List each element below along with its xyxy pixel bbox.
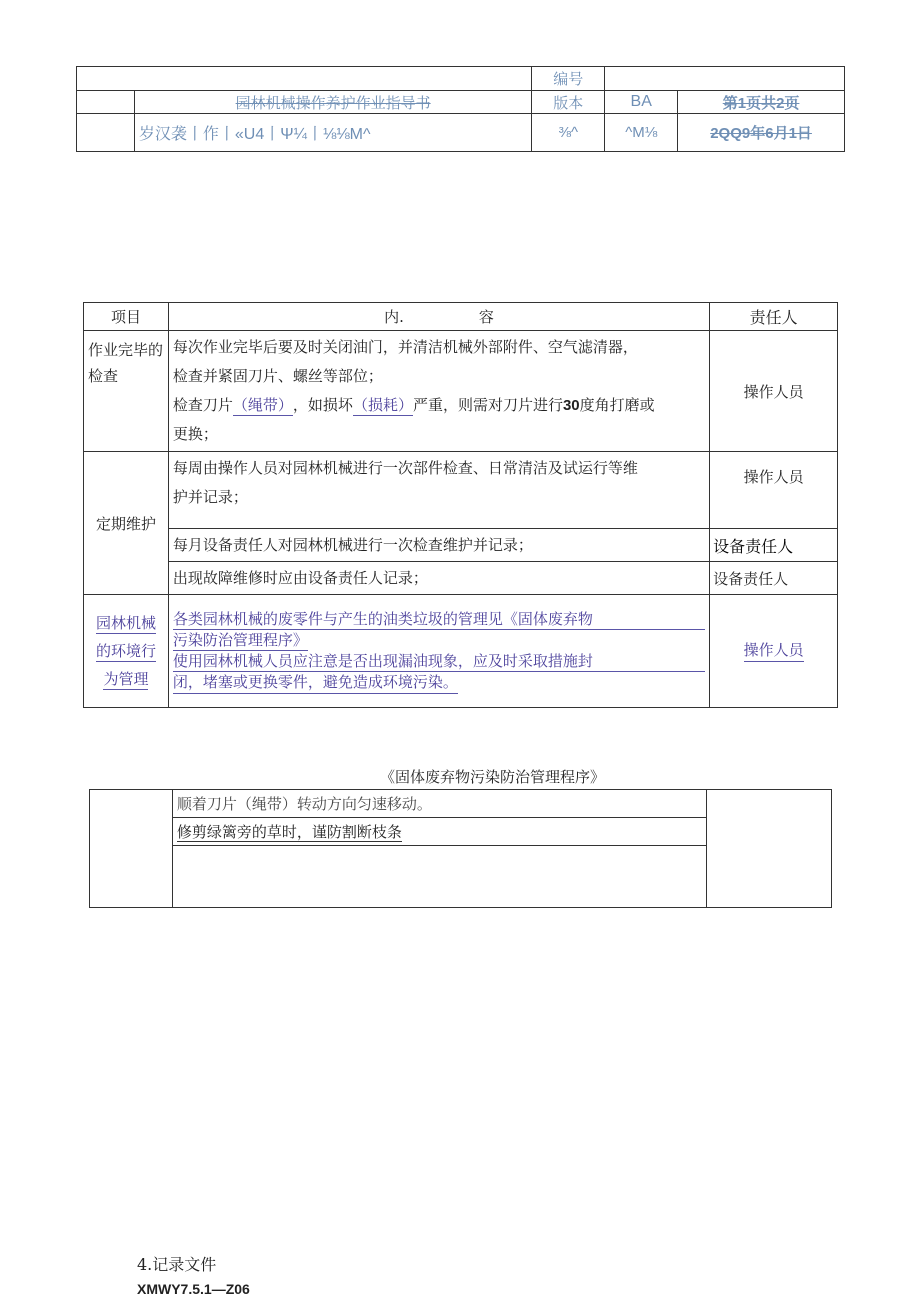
item-environmental-management: 园林机械 的环境行 为管理 bbox=[84, 595, 169, 708]
doc-title: 园林机械操作养护作业指导书 bbox=[134, 91, 531, 114]
code-label: 编号 bbox=[532, 67, 605, 91]
header-side-cell-2 bbox=[77, 114, 135, 152]
record-code: XMWY7.5.1—Z06 bbox=[137, 1281, 250, 1297]
effective-date: 2QQ9年6月1日 bbox=[678, 114, 845, 152]
version-label: 版本 bbox=[532, 91, 605, 114]
col-header-item: 项目 bbox=[84, 303, 169, 331]
operation-blank bbox=[172, 846, 706, 908]
person-weekly-check: 操作人员 bbox=[710, 452, 838, 529]
maintenance-table bbox=[83, 302, 838, 708]
floating-reference: 《固体废弃物污染防治管理程序》 bbox=[380, 768, 606, 786]
item-periodic-maintenance: 定期维护 bbox=[84, 452, 169, 595]
garbled-value: ^M⅛ bbox=[605, 114, 678, 152]
person-completion-check: 操作人员 bbox=[710, 331, 838, 452]
content-line: 检查刀片（绳带），如损坏（损耗）严重，则需对刀片进行30度角打磨或 bbox=[173, 391, 705, 420]
person-environmental-management: 操作人员 bbox=[710, 595, 838, 708]
content-completion-check bbox=[168, 331, 709, 452]
version-value: BA bbox=[605, 91, 678, 114]
person-fault-record: 设备责任人 bbox=[710, 562, 838, 595]
garbled-approval-text: 岁汉袭丨作丨«U4丨Ψ¼丨⅛⅛M^ bbox=[134, 114, 531, 152]
operation-table bbox=[89, 789, 832, 908]
content-line: 检查并紧固刀片、螺丝等部位； bbox=[172, 367, 383, 385]
header-table bbox=[76, 66, 845, 152]
header-blank bbox=[77, 67, 532, 91]
col-header-content: 内. 容 bbox=[168, 303, 709, 331]
header-side-cell bbox=[77, 91, 135, 114]
content-fault-record: 出现故障维修时应由设备责任人记录； bbox=[168, 562, 709, 595]
page-info: 第1页共2页 bbox=[678, 91, 845, 114]
operation-line-2: 修剪绿篱旁的草时，谨防割断枝条 bbox=[172, 818, 706, 846]
col-header-person: 责任人 bbox=[710, 303, 838, 331]
content-monthly-check: 每月设备责任人对园林机械进行一次检查维护并记录； bbox=[168, 529, 709, 562]
code-value bbox=[605, 67, 845, 91]
operation-item-cell bbox=[90, 790, 173, 908]
operation-person-cell bbox=[707, 790, 832, 908]
record-section-title: 4.记录文件 bbox=[137, 1255, 217, 1274]
item-completion-check: 作业完毕的检查 bbox=[84, 331, 169, 452]
content-environmental-management: 各类园林机械的废零件与产生的油类垃圾的管理见《固体废弃物 污染防治管理程序》 使用园林机械人员应注意是否出现漏油现象，应及时采取措施封 闭，堵塞或更换零件，避免造成环境污染。 bbox=[168, 595, 709, 708]
operation-line-1: 顺着刀片（绳带）转动方向匀速移动。 bbox=[172, 790, 706, 818]
person-monthly-check: 设备责任人 bbox=[710, 529, 838, 562]
content-line: 更换； bbox=[172, 425, 218, 443]
garbled-label: ⅜^ bbox=[532, 114, 605, 152]
content-line: 每次作业完毕后要及时关闭油门，并清洁机械外部附件、空气滤清器， bbox=[172, 338, 638, 356]
content-weekly-check: 每周由操作人员对园林机械进行一次部件检查、日常清洁及试运行等维 护并记录； bbox=[168, 452, 709, 529]
